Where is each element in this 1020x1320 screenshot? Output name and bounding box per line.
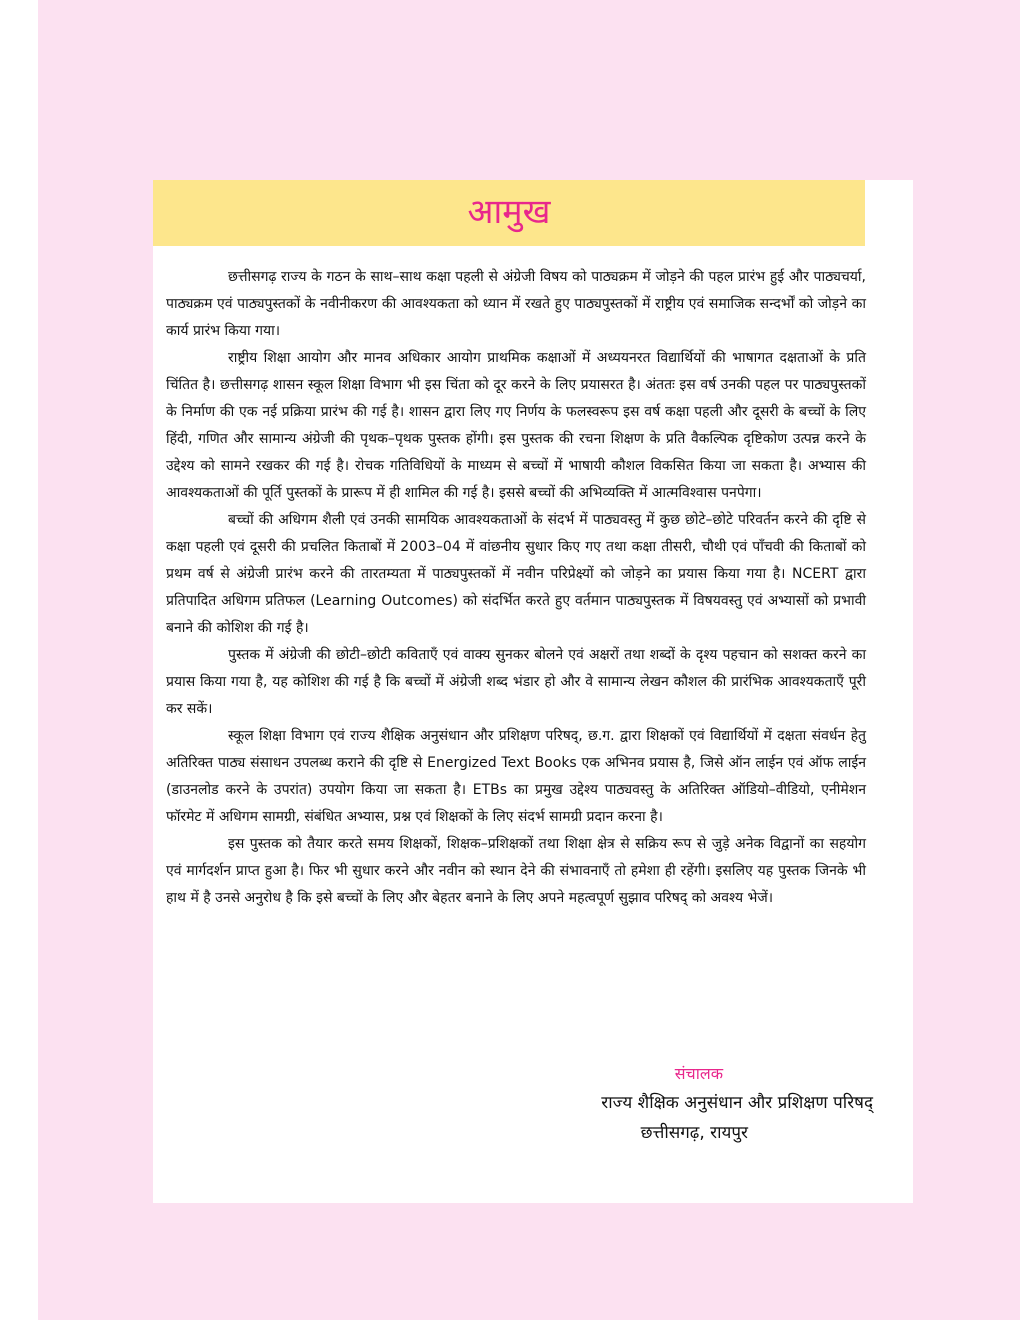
- signatory-role: संचालक: [674, 1064, 723, 1083]
- paragraph-3: बच्चों की अधिगम शैली एवं उनकी सामयिक आवश्यकताओं के संदर्भ में पाठ्यवस्तु में कुछ छोटे–छोटे परिवर्तन करने की दृष्टि से कक्षा पहली एवं दूसरी की प्रचलित किताबों में 2003–04 में वांछनीय सुधार किए गए तथा कक्षा तीसरी, चौथी एवं पाँचवी की किताबों को प्रथम वर्ष से अंग्रेजी प्रारंभ करने की तारतम्यता में पाठ्यपुस्तकों में नवीन परिप्रेक्ष्यों को जोड़ने का प्रयास किया गया है। NCERT द्वारा प्रतिपादित अधिगम प्रतिफल (Learning Outcomes) को संदर्भित करते हुए वर्तमान पाठ्यपुस्तक में विषयवस्तु एवं अभ्यासों को प्रभावी बनाने की कोशिश की गई है।: [166, 512, 866, 636]
- paragraph-6: इस पुस्तक को तैयार करते समय शिक्षकों, शिक्षक–प्रशिक्षकों तथा शिक्षा क्षेत्र से सक्रिय रूप से जुड़े अनेक विद्वानों का सहयोग एवं मार्गदर्शन प्राप्त हुआ है। फिर भी सुधार करने और नवीन को स्थान देने की संभावनाएँ तो हमेशा ही रहेंगी। इसलिए यह पुस्तक जिनके भी हाथ में है उनसे अनुरोध है कि इसे बच्चों के लिए और बेहतर बनाने के लिए अपने महत्वपूर्ण सुझाव परिषद् को अवश्य भेजें।: [166, 836, 866, 906]
- paragraph-2: राष्ट्रीय शिक्षा आयोग और मानव अधिकार आयोग प्राथमिक कक्षाओं में अध्ययनरत विद्यार्थियों की भाषागत दक्षताओं के प्रति चिंतित है। छत्तीसगढ़ शासन स्कूल शिक्षा विभाग भी इस चिंता को दूर करने के लिए प्रयासरत है। अंततः इस वर्ष उनकी पहल पर पाठ्यपुस्तकों के निर्माण की एक नई प्रक्रिया प्रारंभ की गई है। शासन द्वारा लिए गए निर्णय के फलस्वरूप इस वर्ष कक्षा पहली और दूसरी के बच्चों के लिए हिंदी, गणित और सामान्य अंग्रेजी की पृथक–पृथक पुस्तक होंगी। इस पुस्तक की रचना शिक्षण के प्रति वैकल्पिक दृष्टिकोण उत्पन्न करने के उद्देश्य को सामने रखकर की गई है। रोचक गतिविधियों के माध्यम से बच्चों में भाषायी कौशल विकसित किया जा सकता है। अभ्यास की आवश्यकताओं की पूर्ति पुस्तकों के प्रारूप में ही शामिल की गई है। इससे बच्चों की अभिव्यक्ति में आत्मविश्वास पनपेगा।: [166, 350, 866, 501]
- page-title: आमुख: [467, 192, 551, 232]
- title-banner: [153, 180, 865, 246]
- left-margin-strip: [0, 0, 38, 1320]
- signature-block: [453, 1060, 883, 1148]
- signatory-organization: राज्य शैक्षिक अनुसंधान और प्रशिक्षण परिषद्: [601, 1093, 873, 1113]
- preface-body: [166, 264, 866, 912]
- paragraph-1: छत्तीसगढ़ राज्य के गठन के साथ–साथ कक्षा पहली से अंग्रेजी विषय को पाठ्यक्रम में जोड़ने की पहल प्रारंभ हुई और पाठ्यचर्या, पाठ्यक्रम एवं पाठ्यपुस्तकों के नवीनीकरण की आवश्यकता को ध्यान में रखते हुए पाठ्यपुस्तकों में राष्ट्रीय एवं समाजिक सन्दर्भों को जोड़ने का कार्य प्रारंभ किया गया।: [166, 269, 866, 339]
- signatory-place: छत्तीसगढ़, रायपुर: [640, 1123, 748, 1143]
- document-page: [153, 180, 913, 1203]
- paragraph-5: स्कूल शिक्षा विभाग एवं राज्य शैक्षिक अनुसंधान और प्रशिक्षण परिषद्, छ.ग. द्वारा शिक्षकों एवं विद्यार्थियों में दक्षता संवर्धन हेतु अतिरिक्त पाठ्य संसाधन उपलब्ध कराने की दृष्टि से Energized Text Books एक अभिनव प्रयास है, जिसे ऑन लाईन एवं ऑफ लाईन (डाउनलोड करने के उपरांत) उपयोग किया जा सकता है। ETBs का प्रमुख उद्देश्य पाठ्यवस्तु के अतिरिक्त ऑडियो–वीडियो, एनीमेशन फॉरमेट में अधिगम सामग्री, संबंधित अभ्यास, प्रश्न एवं शिक्षकों के लिए संदर्भ सामग्री प्रदान करना है।: [166, 728, 866, 825]
- paragraph-4: पुस्तक में अंग्रेजी की छोटी–छोटी कविताएँ एवं वाक्य सुनकर बोलने एवं अक्षरों तथा शब्दों के दृश्य पहचान को सशक्त करने का प्रयास किया गया है, यह कोशिश की गई है कि बच्चों में अंग्रेजी शब्द भंडार हो और वे सामान्य लेखन कौशल की प्रारंभिक आवश्यकताएँ पूरी कर सकें।: [166, 647, 866, 717]
